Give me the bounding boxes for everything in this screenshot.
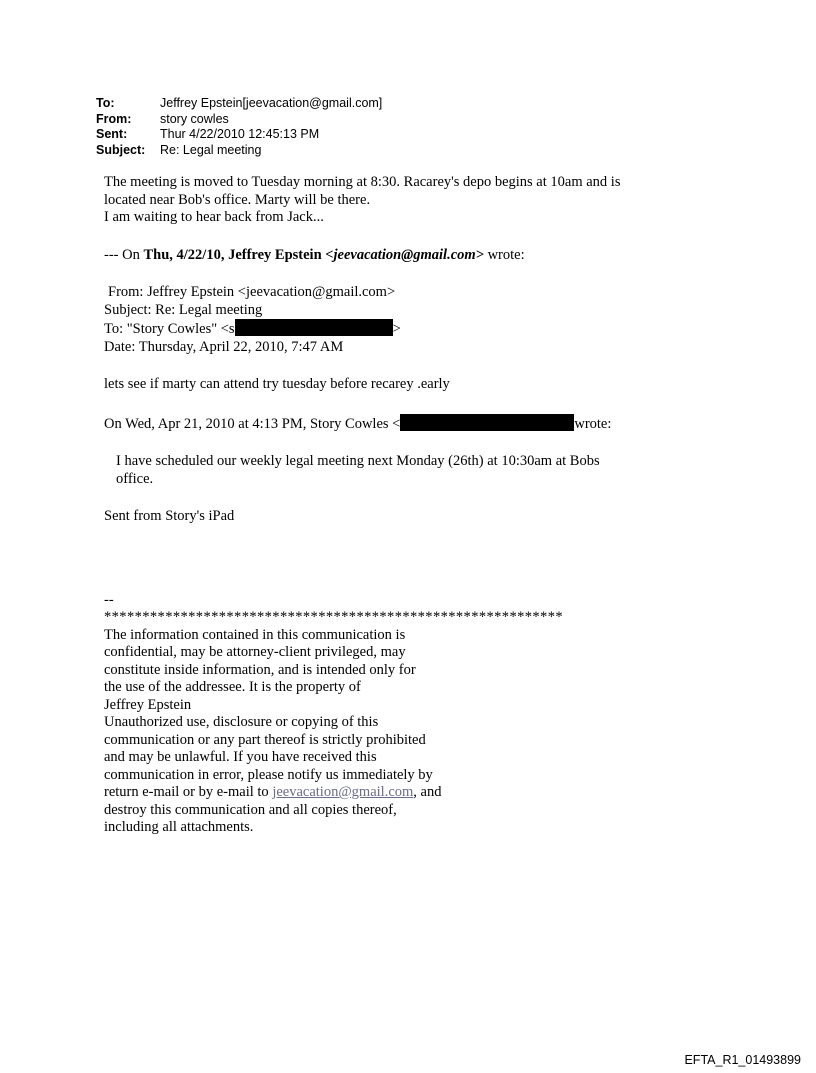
forwarded-to: To: "Story Cowles" <s > — [104, 321, 401, 337]
disclaimer-line: Unauthorized use, disclosure or copying of this — [104, 714, 379, 730]
from-label: From: — [96, 111, 132, 126]
forwarded-from: From: Jeffrey Epstein <jeevacation@gmail.com> — [108, 284, 396, 300]
disclaimer-line: return e-mail or by e-mail to jeevacation@gmail.com, and — [104, 784, 442, 800]
message-line-2: located near Bob's office. Marty will be there. — [104, 191, 371, 208]
subject-label: Subject: — [96, 142, 146, 157]
disclaimer — [104, 627, 704, 837]
quote-header-2: On Wed, Apr 21, 2010 at 4:13 PM, Story Cowles < wrote: — [104, 415, 612, 432]
disclaimer-line: The information contained in this communication is — [104, 626, 406, 643]
to-label: To: — [96, 96, 115, 110]
to-value: Jeffrey Epstein[jeevacation@gmail.com] — [160, 96, 383, 110]
disclaimer-line: communication in error, please notify us immediately by — [104, 766, 433, 783]
redaction-bar — [400, 414, 574, 431]
forwarded-subject: Subject: Re: Legal meeting — [104, 301, 263, 318]
from-value: story cowles — [160, 111, 229, 126]
subject-row — [96, 143, 382, 159]
disclaimer-line: the use of the addressee. It is the property of — [104, 679, 361, 695]
disclaimer-line: and may be unlawful. If you have received this — [104, 749, 377, 765]
quote-header-1: --- On Thu, 4/22/10, Jeffrey Epstein <jeevacation@gmail.com> wrote: — [104, 246, 525, 263]
disclaimer-line: destroy this communication and all copies thereof, — [104, 801, 397, 818]
divider-dashes: -- — [104, 591, 114, 608]
email-link[interactable]: jeevacation@gmail.com — [272, 784, 414, 800]
message-line-1: The meeting is moved to Tuesday morning at 8:30. Racarey's depo begins at 10am and is — [104, 174, 621, 190]
disclaimer-line: communication or any part thereof is strictly prohibited — [104, 731, 426, 748]
reply-text: lets see if marty can attend try tuesday before recarey .early — [104, 376, 450, 392]
subject-value: Re: Legal meeting — [160, 142, 262, 157]
disclaimer-line: confidential, may be attorney-client privileged, may — [104, 644, 406, 660]
signature: Sent from Story's iPad — [104, 508, 235, 524]
disclaimer-line: constitute inside information, and is intended only for — [104, 661, 416, 678]
email-body — [104, 174, 704, 837]
message-line-3: I am waiting to hear back from Jack... — [104, 209, 324, 225]
email-header — [96, 96, 382, 158]
sent-label: Sent: — [96, 127, 128, 141]
to-row — [96, 96, 382, 112]
original-line-2: office. — [116, 470, 154, 487]
quoted-email: <jeevacation@gmail.com> — [325, 246, 484, 263]
sent-row — [96, 127, 382, 143]
from-row — [96, 112, 382, 128]
document-id: EFTA_R1_01493899 — [684, 1053, 801, 1067]
forwarded-date: Date: Thursday, April 22, 2010, 7:47 AM — [104, 338, 344, 355]
disclaimer-line: Jeffrey Epstein — [104, 696, 192, 713]
redaction-bar — [235, 319, 393, 336]
divider-stars: ************************************************************ — [104, 609, 563, 625]
disclaimer-line: including all attachments. — [104, 819, 254, 835]
original-line-1: I have scheduled our weekly legal meeting next Monday (26th) at 10:30am at Bobs — [116, 453, 600, 469]
sent-value: Thur 4/22/2010 12:45:13 PM — [160, 127, 320, 141]
